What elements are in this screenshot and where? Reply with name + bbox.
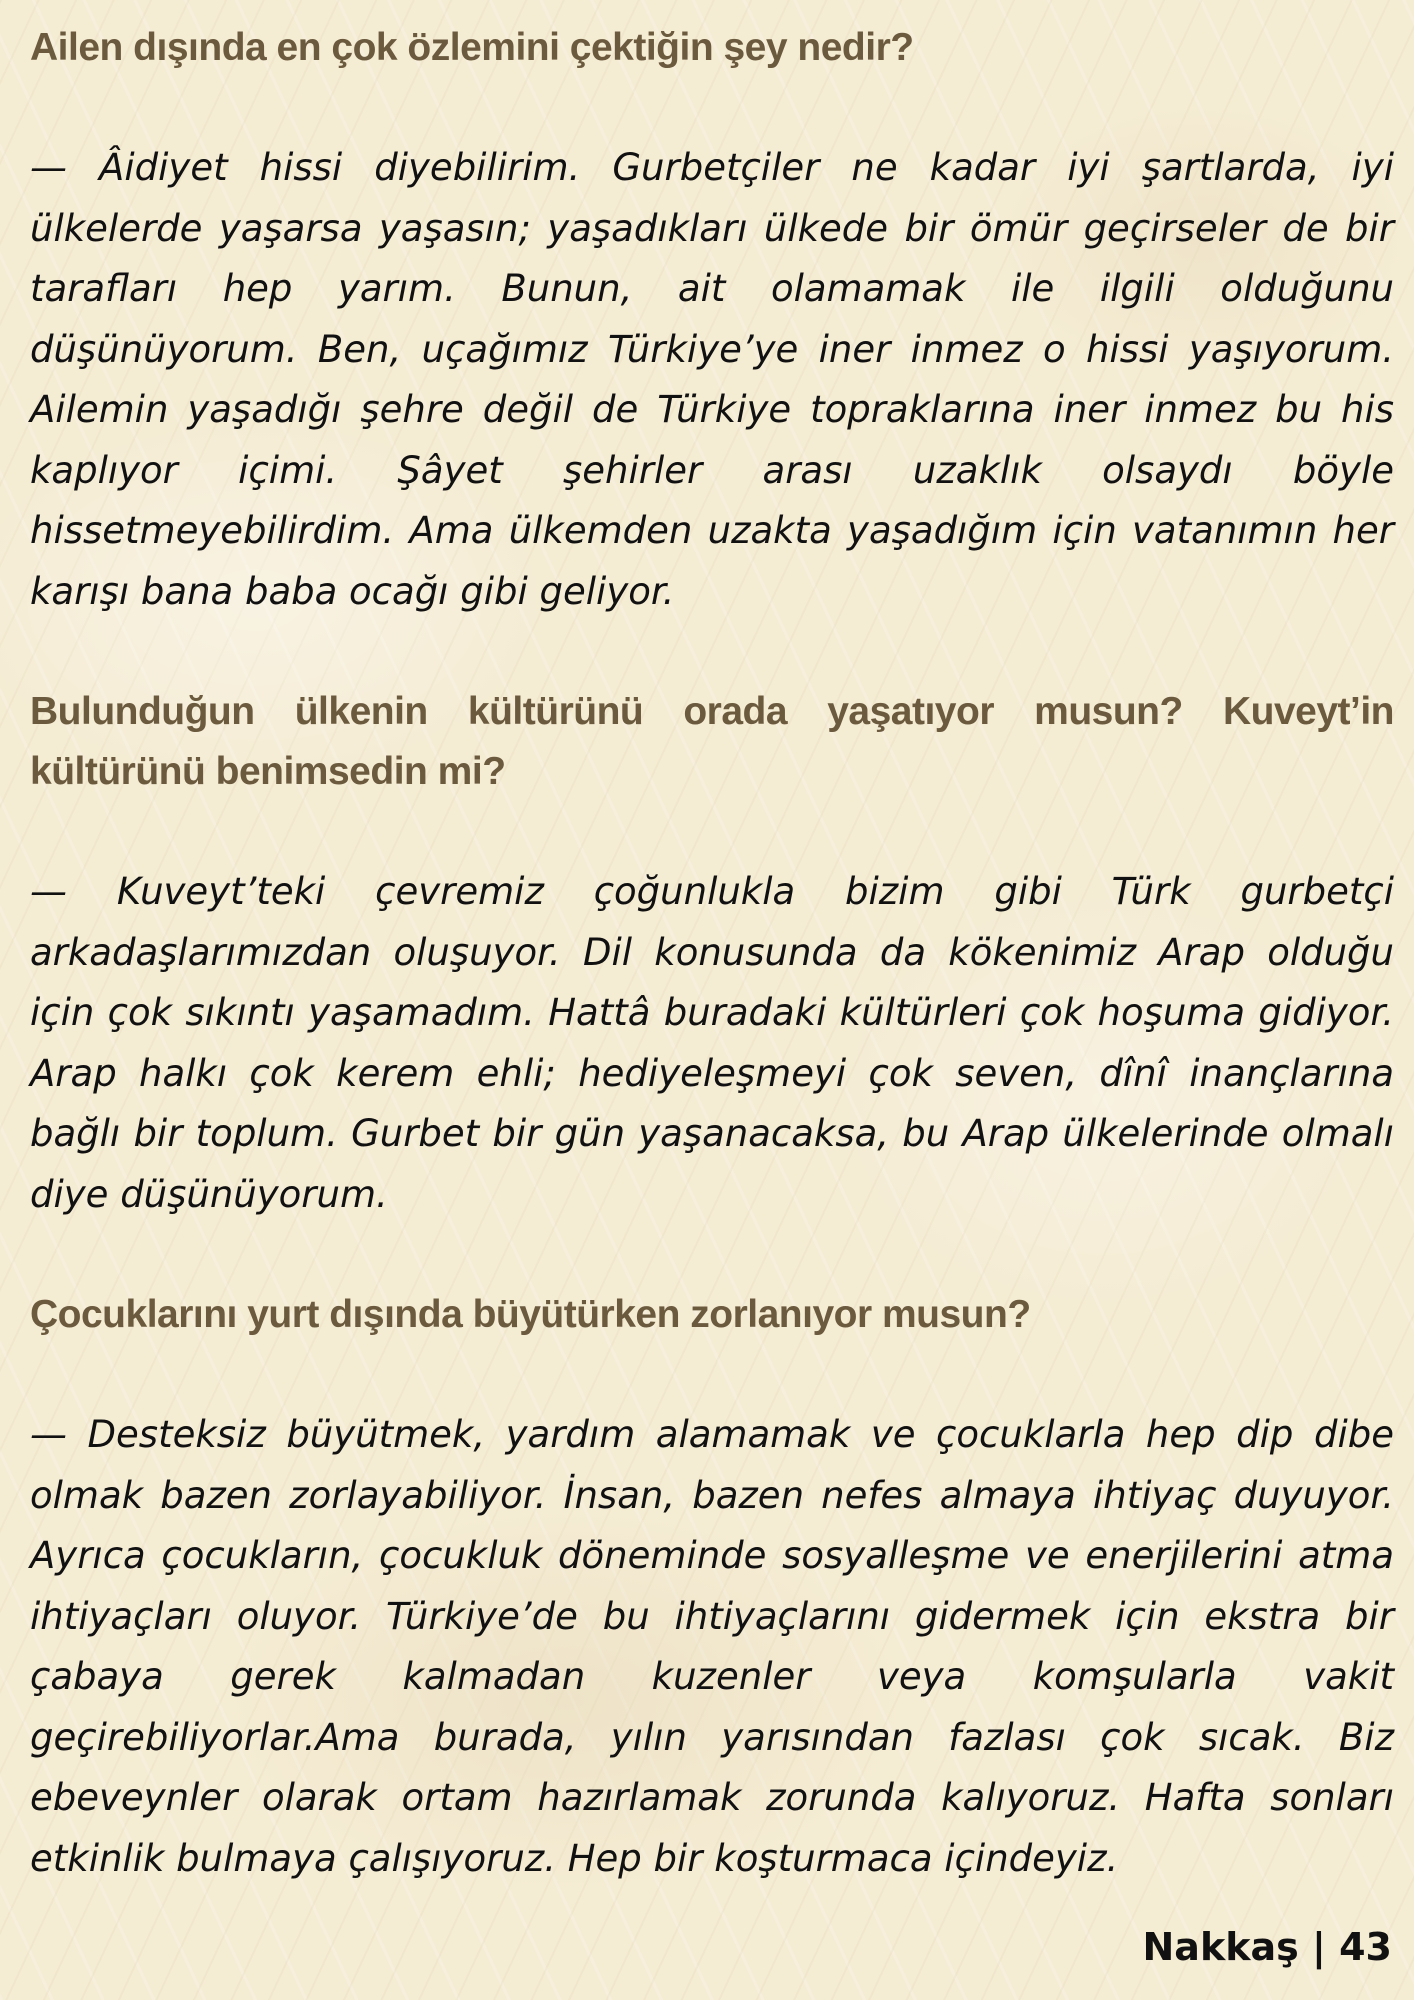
spacer [30,622,1394,682]
spacer [30,78,1394,138]
article-page [30,18,1394,1889]
interview-answer-3: — Desteksiz büyütmek, yardım alamamak ve çocuklarla hep dip dibe olmak bazen zorlayabiliyor. İnsan, bazen nefes almaya ihtiyaç duyuyor. Ayrıca çocukların, çocukluk döneminde sosyalleşme ve enerjilerini atma ihtiyaçları oluyor. Türkiye’de bu ihtiyaçlarını gidermek için ekstra bir çabaya gerek kalmadan kuzenler veya komşularla vakit geçirebiliyorlar.Ama burada, yılın yarısından fazlası çok sıcak. Biz ebeveynler olarak ortam hazırlamak zorunda kalıyoruz. Hafta sonları etkinlik bulmaya çalışıyoruz. Hep bir koşturmaca içindeyiz. [30,1413,1394,1880]
spacer [30,1225,1394,1285]
page-number: 43 [1339,1925,1392,1969]
interview-question-3: Çocuklarını yurt dışında büyütürken zorlanıyor musun? [30,1293,1031,1336]
footer-separator: | [1311,1925,1326,1969]
spacer [30,1345,1394,1405]
interview-question-1: Ailen dışında en çok özlemini çektiğin şey nedir? [30,26,914,69]
page-footer [1143,1925,1393,1969]
interview-answer-2: — Kuveyt’teki çevremiz çoğunlukla bizim gibi Türk gurbetçi arkadaşlarımızdan oluşuyor. Dil konusunda da kökenimiz Arap olduğu için çok sıkıntı yaşamadım. Hattâ buradaki kültürleri çok hoşuma gidiyor. Arap halkı çok kerem ehli; hediyeleşmeyi çok seven, dînî inançlarına bağlı bir toplum. Gurbet bir gün yaşanacaksa, bu Arap ülkelerinde olmalı diye düşünüyorum. [30,870,1394,1216]
magazine-name: Nakkaş [1142,1925,1299,1969]
spacer [30,802,1394,862]
interview-question-2: Bulunduğun ülkenin kültürünü orada yaşatıyor musun? Kuveyt’in kültürünü benimsedin mi? [30,690,1394,793]
interview-answer-1: — Âidiyet hissi diyebilirim. Gurbetçiler ne kadar iyi şartlarda, iyi ülkelerde yaşarsa yaşasın; yaşadıkları ülkede bir ömür geçirseler de bir tarafları hep yarım. Bunun, ait olamamak ile ilgili olduğunu düşünüyorum. Ben, uçağımız Türkiye’ye iner inmez o hissi yaşıyorum. Ailemin yaşadığı şehre değil de Türkiye topraklarına iner inmez bu his kaplıyor içimi. Şâyet şehirler arası uzaklık olsaydı böyle hissetmeyebilirdim. Ama ülkemden uzakta yaşadığım için vatanımın her karışı bana baba ocağı gibi geliyor. [30,146,1394,613]
